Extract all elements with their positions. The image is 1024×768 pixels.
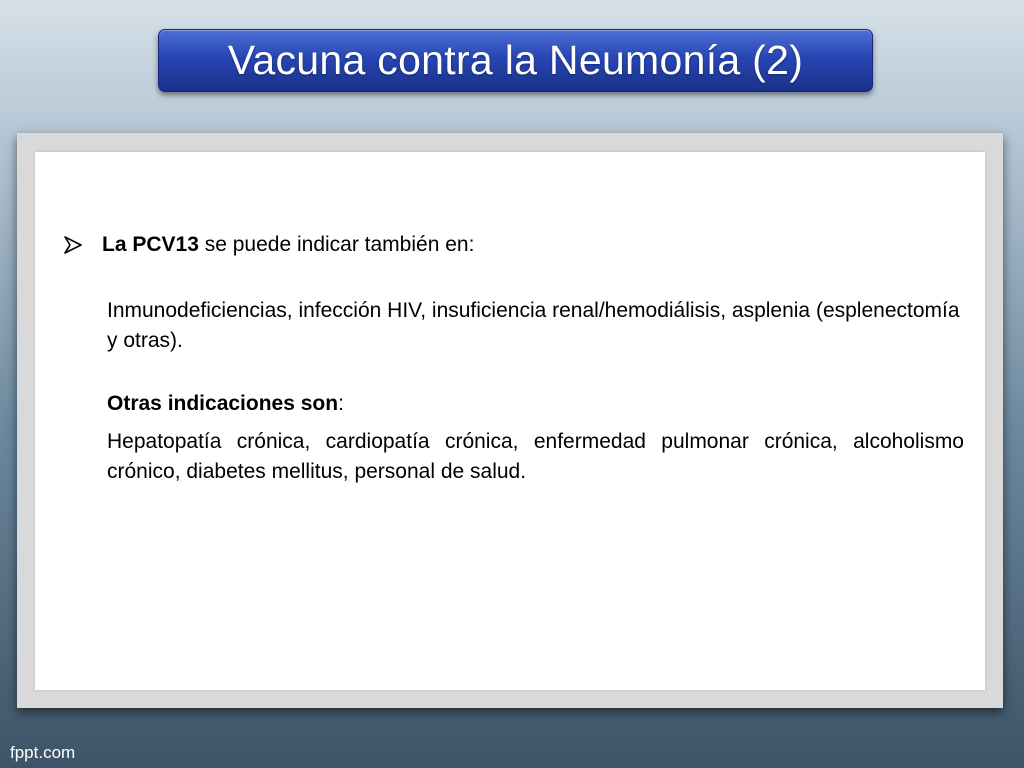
bullet-text xyxy=(102,230,474,260)
subheading-rest-text: : xyxy=(338,392,344,415)
slide-content xyxy=(62,230,964,487)
paragraph-other-indications: Hepatopatía crónica, cardiopatía crónica, enfermedad pulmonar crónica, alcoholismo crónico, diabetes mellitus, personal de salud. xyxy=(107,430,964,483)
bullet-rest-text: se puede indicar también en: xyxy=(198,233,475,256)
footer-brand: fppt.com xyxy=(10,743,76,762)
title-banner xyxy=(158,29,873,92)
subheading-bold-text: Otras indicaciones son xyxy=(107,392,339,415)
subheading-other-indications xyxy=(107,389,964,419)
bullet-bold-text: La PCV13 xyxy=(102,233,199,256)
slide-title: Vacuna contra la Neumonía (2) xyxy=(227,37,804,83)
bullet-item xyxy=(62,230,964,260)
arrow-bullet-icon xyxy=(62,234,84,256)
paragraph-immunodeficiencies: Inmunodeficiencias, infección HIV, insuficiencia renal/hemodiálisis, asplenia (esplenectomía y otras). xyxy=(107,299,960,352)
